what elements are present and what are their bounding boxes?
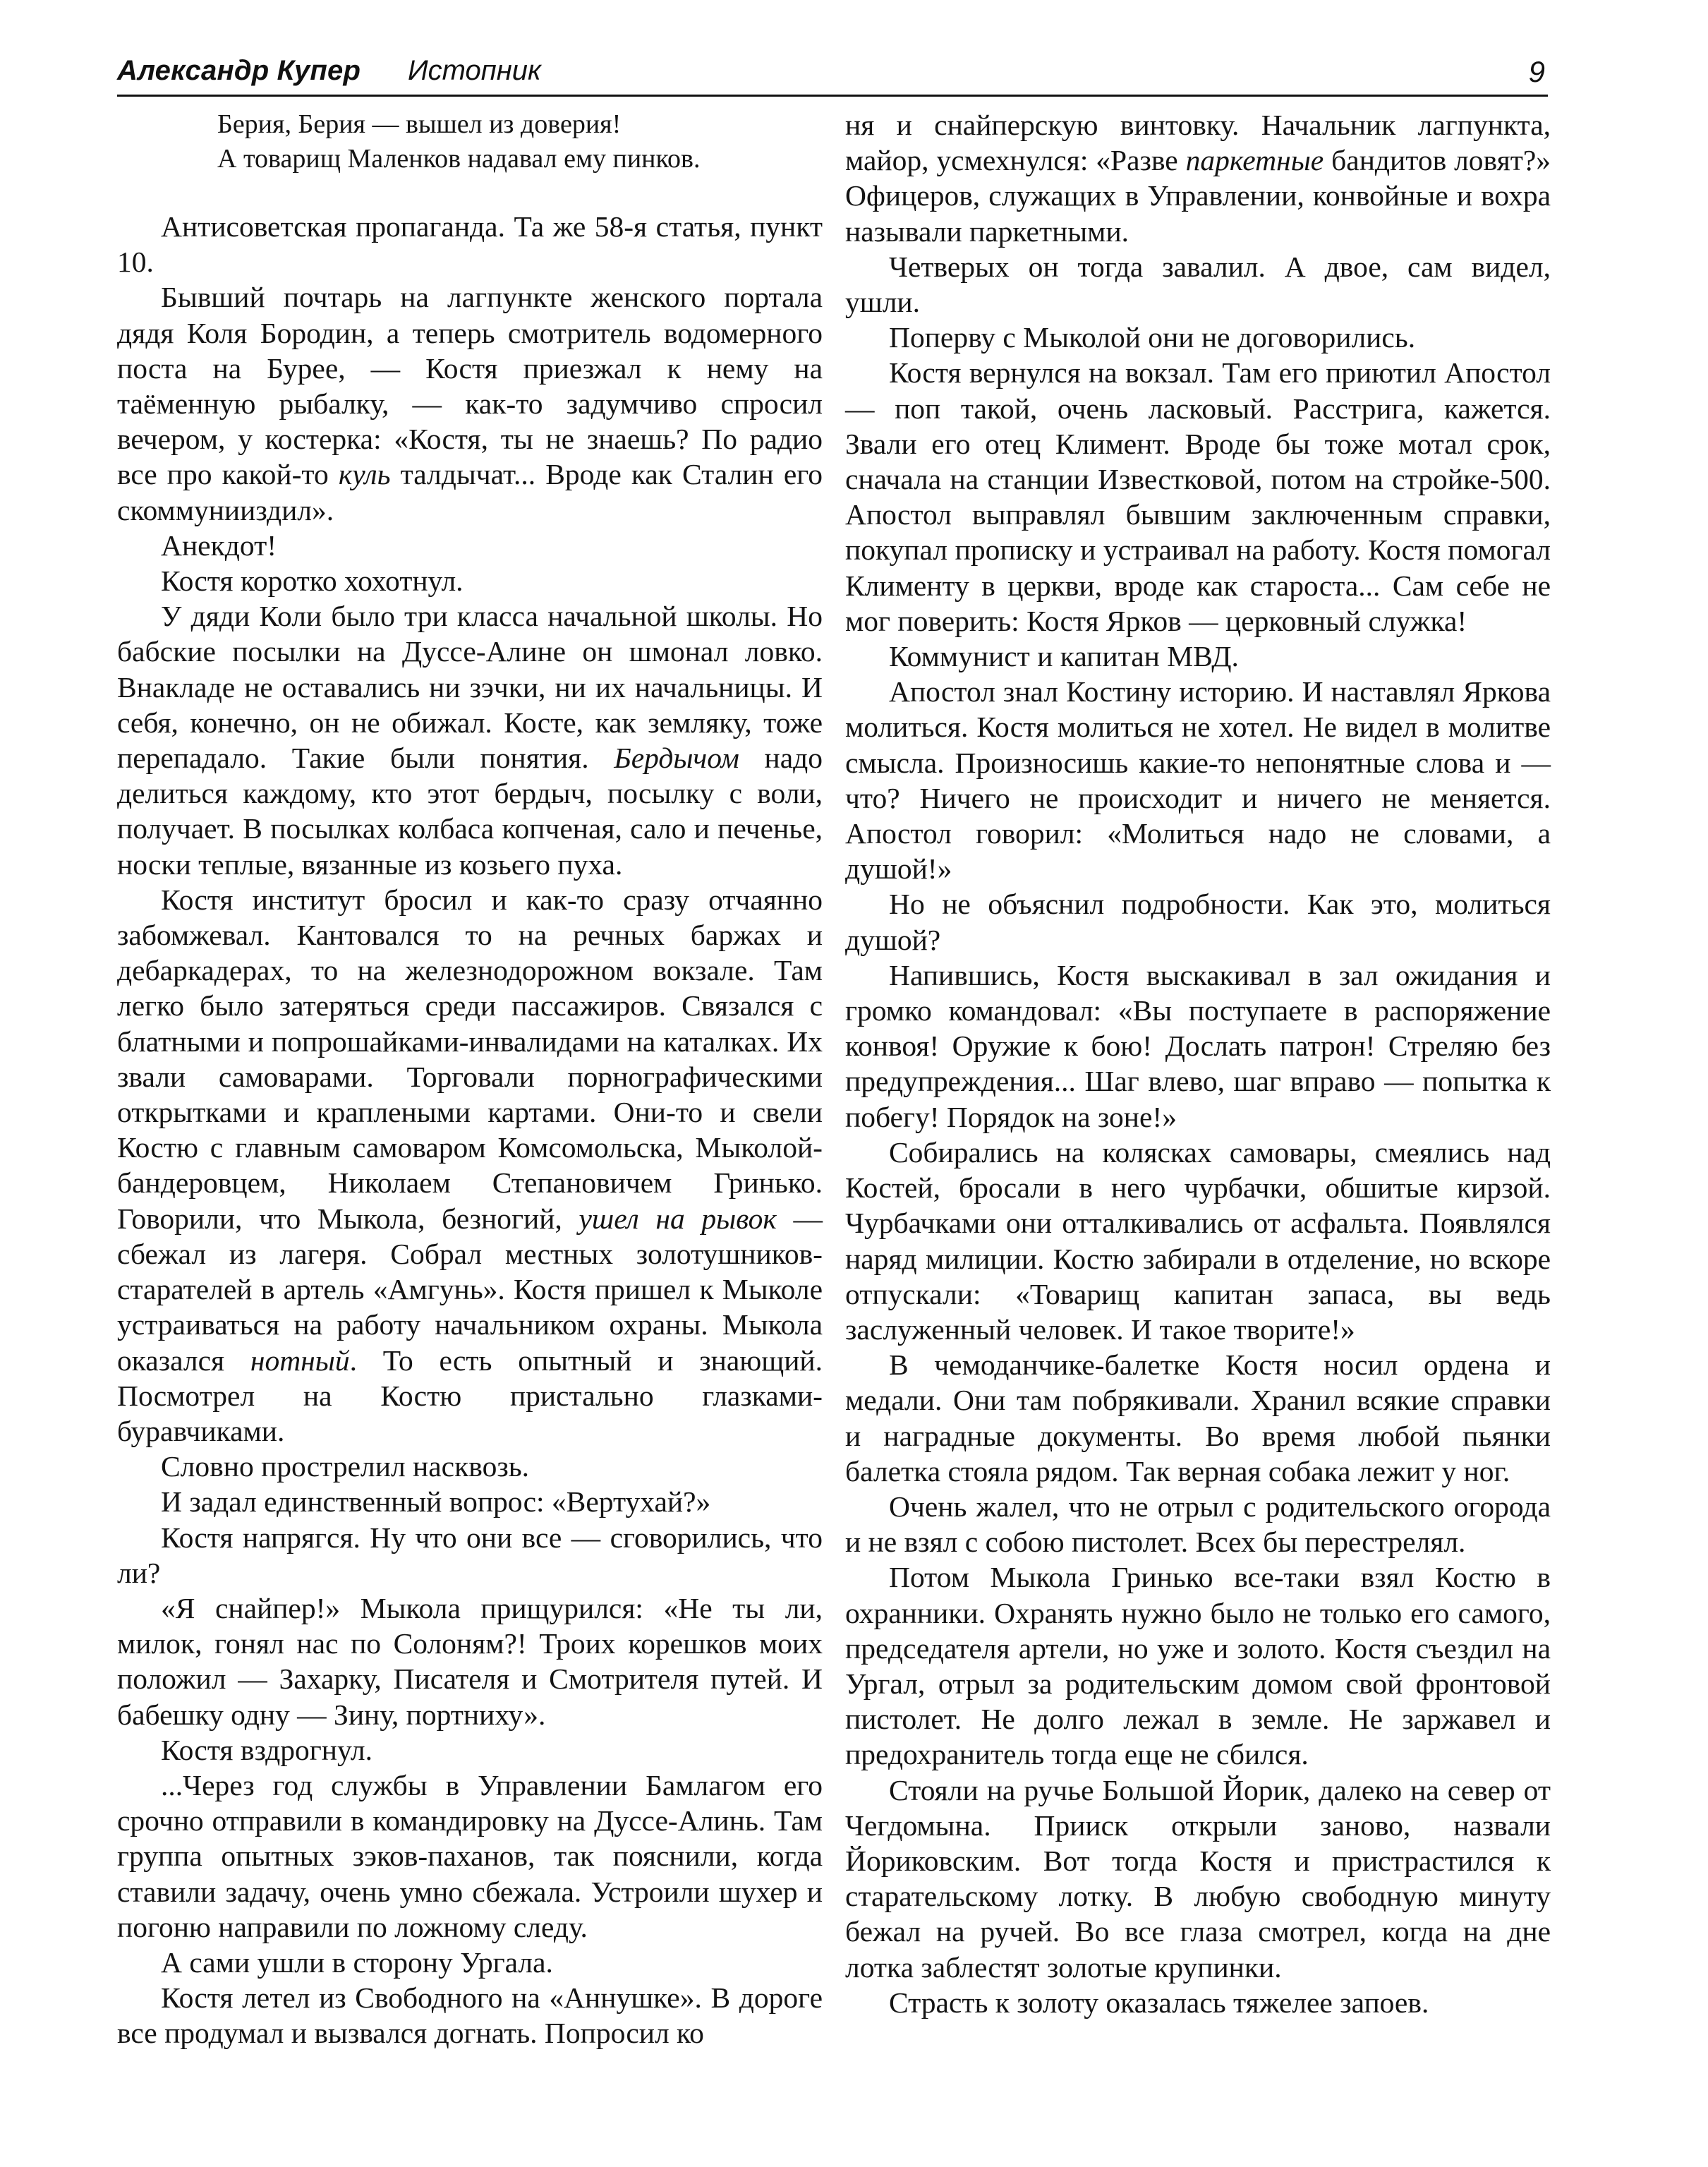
text-run: — сбежал из лагеря. Собрал местных золотушников-старателей в артель «Амгунь». Костя пришел к Мыколе устраиваться на работу начальником охраны. Мыкола оказался [117,1202,823,1377]
text-run: ня и снайперскую винтовку. Начальник лагпункта, майор, усмехнулся: «Разве [845,109,1551,177]
epigraph-verse [217,107,823,176]
header-book-title: Истопник [408,55,541,86]
paragraph: И задал единственный вопрос: «Вертухай?» [161,1485,711,1519]
paragraph: Страсть к золоту оказалась тяжелее запоев. [889,1986,1429,2019]
paragraph: Потом Мыкола Гринько все-таки взял Костю в охранники. Охранять нужно было не только его самого, председателя артели, но уже и золото. Костя съездил на Ургал, отрыл за родительским домом свой фронтовой пистолет. Не долго лежал в земле. Не заржавел и предохранитель тогда еще не сбился. [845,1561,1551,1771]
text-run: . То есть опытный и знающий. Посмотрел на Костю пристально глазками-буравчиками. [117,1344,823,1447]
paragraph: Собирались на колясках самовары, смеялись над Костей, бросали в него чурбачки, обшитые кирзой. Чурбачками они отталкивались от асфальта. Появлялся наряд милиции. Костю забирали в отделение, но вскоре отпускали: «Товарищ капитан запаса, вы ведь заслуженный человек. И такое творите!» [845,1135,1551,1346]
paragraph: «Я снайпер!» Мыкола прищурился: «Не ты ли, милок, гонял нас по Солоням?! Троих корешков моих положил — Захарку, Писателя и Смотрителя путей. И бабешку одну — Зину, портниху». [117,1591,823,1731]
paragraph: Костя коротко хохотнул. [161,565,464,598]
paragraph: Напившись, Костя выскакивал в зал ожидания и громко командовал: «Вы поступаете в распоряжение конвоя! Оружие к бою! Дослать патрон! Стреляю без предупреждения... Шаг влево, шаг вправо — попытка к побегу! Порядок на зоне!» [845,958,1551,1133]
paragraph: Стояли на ручье Большой Йорик, далеко на север от Чегдомына. Прииск открыли заново, назвали Йориковским. Вот тогда Костя и пристрастился к старательскому лотку. В любую свободную минуту бежал на ручей. Во все глаза смотрел, когда на дне лотка заблестят золотые крупинки. [845,1773,1551,1984]
text-run: Бывший почтарь на лагпункте женского портала дядя Коля Бородин, а теперь смотритель водомерного поста на Бурее, — Костя приезжал к нему на таёменную рыбалку, — как-то задумчиво спросил вечером, у костерка: «Костя, ты не знаешь? По радио все про какой-то [117,281,823,491]
text-run: бандитов ловят?» Офицеров, служащих в Управлении, конвойные и вохра называли паркетными. [845,144,1551,248]
paragraph: А сами ушли в сторону Ургала. [161,1945,553,1979]
paragraph: ...Через год службы в Управлении Бамлагом его срочно отправили в командировку на Дуссе-Алинь. Там группа опытных зэков-паханов, так пояснили, когда ставили задачу, очень умно сбежала. Устроили шухер и погоню направили по ложному следу. [117,1768,823,1943]
page-number: 9 [1528,55,1545,88]
verse-line: А товарищ Маленков надавал ему пинков. [217,144,701,174]
paragraph [117,279,823,527]
header-author: Александр Купер [117,55,361,86]
paragraph: Но не объяснил подробности. Как это, молиться душой? [845,888,1551,956]
paragraph: Коммунист и капитан МВД. [889,640,1239,673]
italic-term: Бердычом [614,742,739,775]
paragraph: Костя летел из Свободного на «Аннушке». В дороге все продумал и вызвался догнать. Попросил ко [117,1981,823,2050]
text-run: надо делиться каждому, кто этот бердыч, посылку с воли, получает. В посылках колбаса копченая, сало и печенье, носки теплые, вязанные из козьего пуха. [117,742,823,881]
paragraph: Словно прострелил насквозь. [161,1450,530,1483]
paragraph: Анекдот! [161,529,277,562]
paragraph-continued [845,107,1551,249]
paragraph: Апостол знал Костину историю. И наставлял Яркова молиться. Костя молиться не хотел. Не видел в молитве смысла. Произносишь какие-то непонятные слова и — что? Ничего не происходит и ничего не меняется. Апостол говорил: «Молиться надо не словами, а душой!» [845,675,1551,886]
italic-term: куль [338,458,391,491]
paragraph: Поперву с Мыколой они не договорились. [889,321,1416,354]
paragraph: Очень жалел, что не отрыл с родительского огорода и не взял с собою пистолет. Всех бы перестрелял. [845,1490,1551,1559]
italic-term: нотный [250,1344,350,1377]
paragraph [117,882,823,1449]
paragraph: Четверых он тогда завалил. А двое, сам видел, ушли. [845,250,1551,319]
paragraph: Костя вернулся на вокзал. Там его приютил Апостол — поп такой, очень ласковый. Расстрига, кажется. Звали его отец Климент. Вроде бы тоже мотал срок, сначала на станции Известковой, потом на стройке-500. Апостол выправлял бывшим заключенным справки, покупал прописку и устраивал на работу. Костя помогал Клименту в церкви, вроде как староста... Сам себе не мог поверить: Костя Ярков — церковный служка! [845,356,1551,637]
text-run: талдычат... Вроде как Сталин его скоммунииздил». [117,458,823,526]
paragraph: Антисоветская пропаганда. Та же 58-я статья, пункт 10. [117,210,823,279]
verse-line: Берия, Берия — вышел из доверия! [217,109,622,139]
text-run: Костя институт бросил и как-то сразу отчаянно забомжевал. Кантовался то на речных баржах и дебаркадерах, то на железнодорожном вокзале. Там легко было затеряться среди пассажиров. Связался с блатными и попрошайками-инвалидами на каталках. Их звали самоварами. Торговали порнографическими открытками и краплеными картами. Они-то и свели Костю с главным самоваром Комсомольска, Мыколой-бандеровцем, Николаем Степановичем Гринько. Говорили, что Мыкола, безногий, [117,883,823,1235]
paragraph [117,598,823,882]
left-column [117,107,823,2051]
paragraph: Костя напрягся. Ну что они все — сговорились, что ли? [117,1521,823,1589]
running-header [117,51,1548,97]
italic-term: ушел на рывок [579,1202,777,1235]
paragraph: Костя вздрогнул. [161,1733,373,1766]
right-column [845,107,1551,2020]
text-run: У дяди Коли было три класса начальной школы. Но бабские посылки на Дуссе-Алине он шмонал ловко. Внакладе не оставались ни зэчки, ни их начальницы. И себя, конечно, он не обижал. Косте, как земляку, тоже перепадало. Такие были понятия. [117,600,823,775]
italic-term: паркетные [1185,144,1324,177]
paragraph: В чемоданчике-балетке Костя носил ордена и медали. Они там побрякивали. Хранил всякие справки и наградные документы. Во время любой пьянки балетка стояла рядом. Так верная собака лежит у ног. [845,1348,1551,1487]
